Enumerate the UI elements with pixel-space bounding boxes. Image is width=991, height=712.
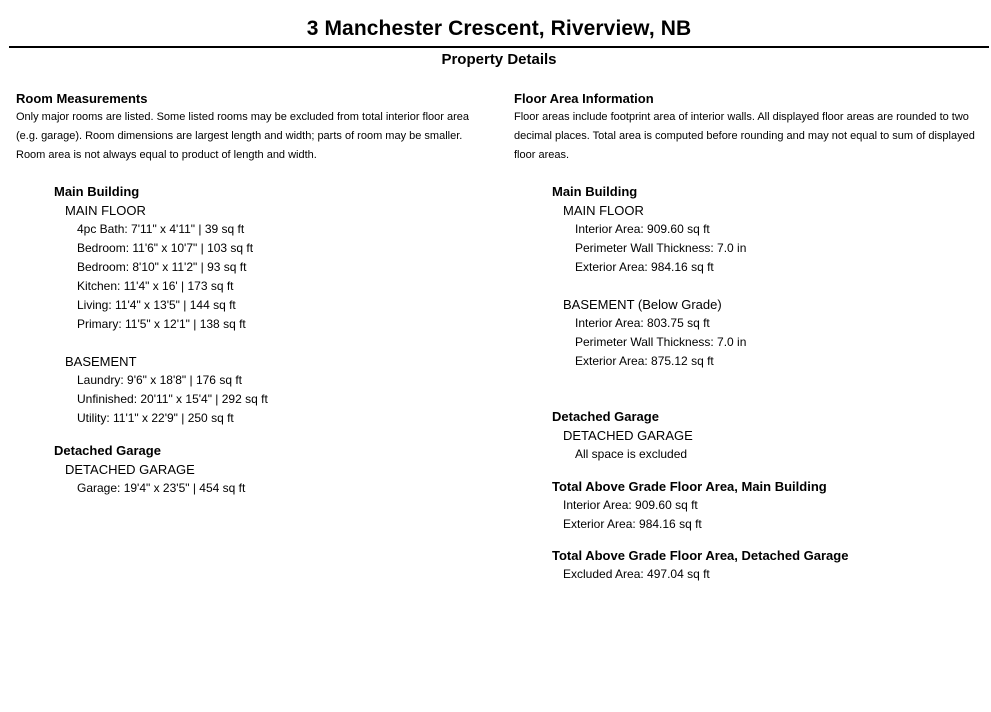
fa-main-building [552,183,991,371]
fa-total-garage-title: Total Above Grade Floor Area, Detached Garage [552,548,849,563]
rm-main-building [54,183,494,428]
fa-detached-garage [552,408,991,464]
rm-detached-garage-label: DETACHED GARAGE [65,462,195,477]
area-line: Interior Area: 803.75 sq ft [575,316,710,330]
area-line: Perimeter Wall Thickness: 7.0 in [575,335,747,349]
room-item: Living: 11'4" x 13'5" | 144 sq ft [77,298,236,312]
area-line: Exterior Area: 984.16 sq ft [575,260,714,274]
room-item: Bedroom: 11'6" x 10'7" | 103 sq ft [77,241,254,255]
fa-main-floor-label: MAIN FLOOR [563,203,644,218]
rm-detached-garage-title: Detached Garage [54,443,161,458]
rm-basement-label: BASEMENT [65,354,137,369]
area-line: Excluded Area: 497.04 sq ft [563,567,710,581]
room-measurements-heading: Room Measurements [16,91,148,106]
floor-area-description: Floor areas include footprint area of interior walls. All displayed floor areas are rounded to two decimal places. Total area is computed before rounding and may not equal to sum of displayed floor areas. [514,111,975,161]
room-item: Primary: 11'5" x 12'1" | 138 sq ft [77,317,246,331]
room-item: Utility: 11'1" x 22'9" | 250 sq ft [77,411,234,425]
floor-area-section [514,91,991,584]
room-item: 4pc Bath: 7'11" x 4'11" | 39 sq ft [77,222,245,236]
fa-total-garage [552,547,991,584]
rm-main-building-title: Main Building [54,184,140,199]
fa-total-main-title: Total Above Grade Floor Area, Main Building [552,479,827,494]
area-line: Interior Area: 909.60 sq ft [575,222,710,236]
floor-area-heading: Floor Area Information [514,91,654,106]
page-title: 3 Manchester Crescent, Riverview, NB [306,17,692,40]
page-subtitle: Property Details [441,51,557,68]
area-line: Exterior Area: 984.16 sq ft [563,516,702,531]
room-item: Kitchen: 11'4" x 16' | 173 sq ft [77,279,234,293]
room-measurements-description: Only major rooms are listed. Some listed rooms may be excluded from total interior floor area (e.g. garage). Room dimensions are largest length and width; parts of room may be smaller. Room area is not always equal to product of length and width. [16,111,470,161]
room-item: Laundry: 9'6" x 18'8" | 176 sq ft [77,373,242,387]
rm-main-floor-label: MAIN FLOOR [65,203,146,218]
area-line: Exterior Area: 875.12 sq ft [575,354,714,368]
area-line: All space is excluded [575,447,688,461]
room-item: Unfinished: 20'11" x 15'4" | 292 sq ft [77,392,268,406]
room-measurements-section [16,91,494,498]
area-line: Interior Area: 909.60 sq ft [563,498,698,512]
room-item: Bedroom: 8'10" x 11'2" | 93 sq ft [77,260,247,274]
area-line: Perimeter Wall Thickness: 7.0 in [575,241,747,255]
fa-detached-garage-label: DETACHED GARAGE [563,428,693,443]
fa-basement-label: BASEMENT (Below Grade) [563,297,722,312]
fa-main-building-title: Main Building [552,184,638,199]
fa-detached-garage-title: Detached Garage [552,409,659,424]
rm-detached-garage [54,442,494,498]
title-divider [9,46,989,48]
fa-total-main [552,478,991,533]
room-item: Garage: 19'4" x 23'5" | 454 sq ft [77,481,246,495]
